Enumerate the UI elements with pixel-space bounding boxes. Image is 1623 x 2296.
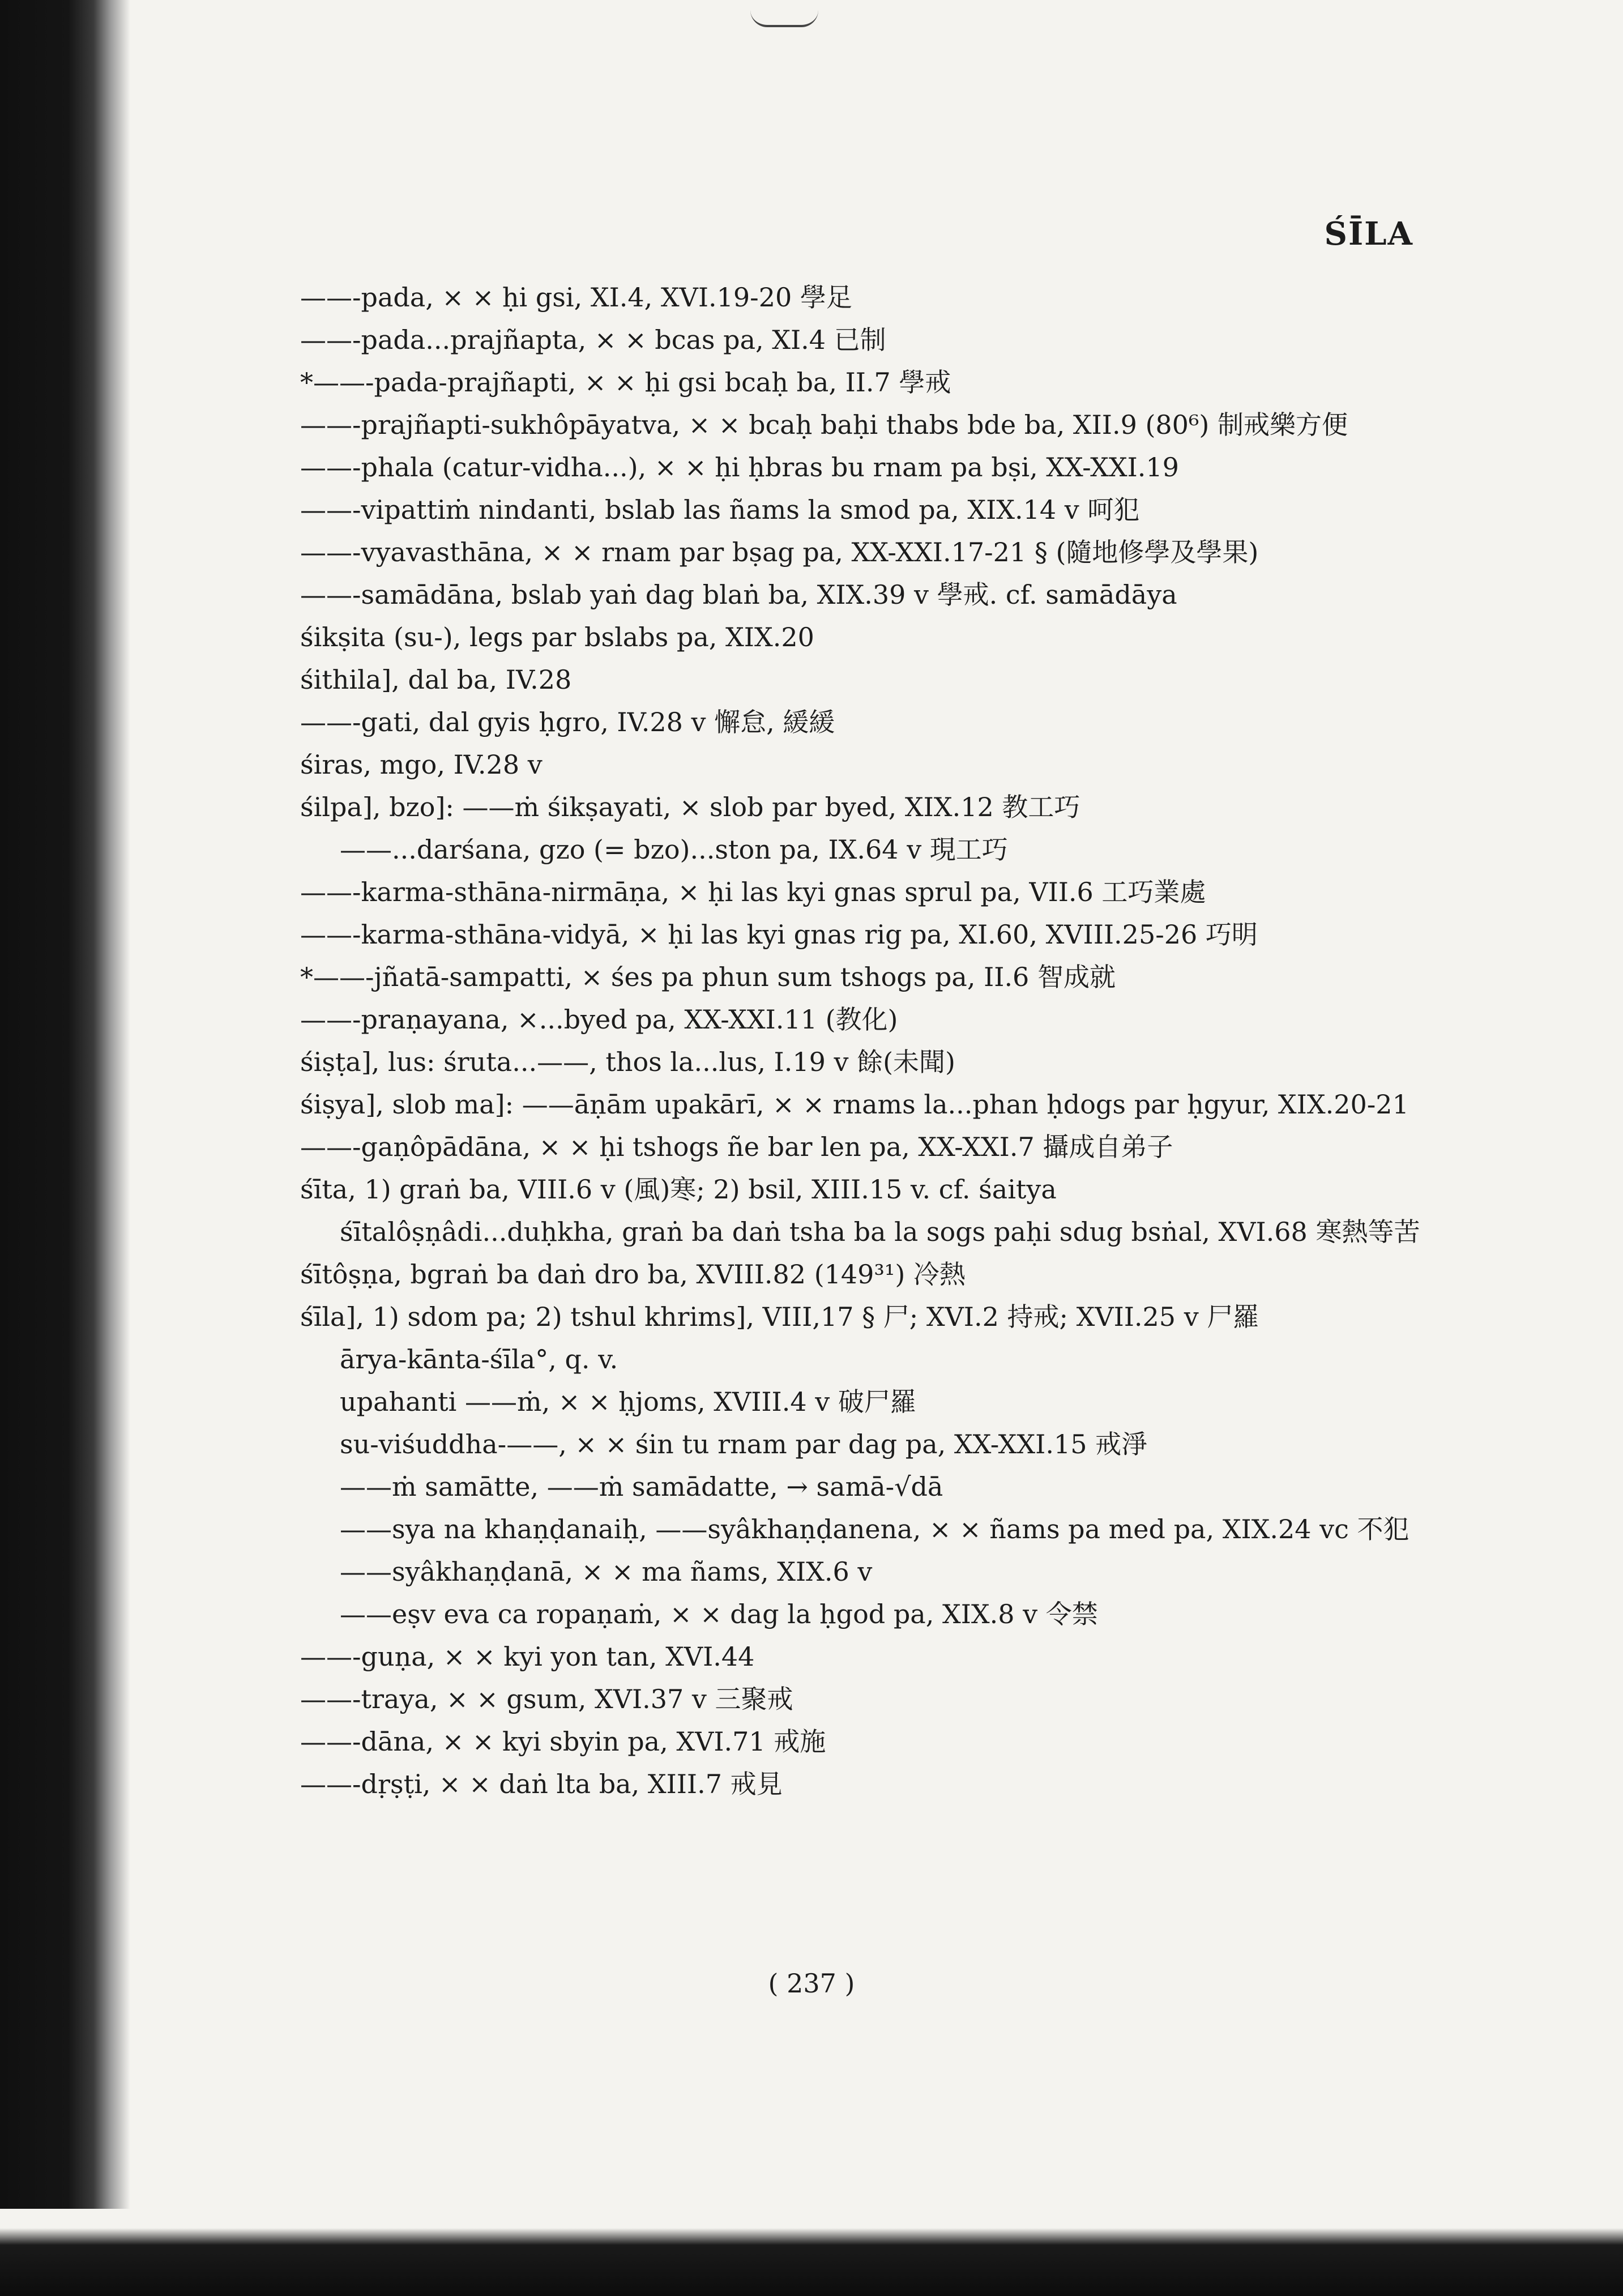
scan-bottom-edge xyxy=(0,2228,1623,2296)
dictionary-entry: śīta, 1) graṅ ba, VIII.6 v (風)寒; 2) bsil, XIII.15 v. cf. śaitya xyxy=(300,1174,1057,1205)
dictionary-entry: śikṣita (su-), legs par bslabs pa, XIX.20 xyxy=(300,622,814,652)
dictionary-entry: ——syâkhaṇḍanā, × × ma ñams, XIX.6 v xyxy=(340,1556,873,1587)
dictionary-entry: śilpa], bzo]: ——ṁ śikṣayati, × slob par byed, XIX.12 教工巧 xyxy=(300,792,1080,822)
dictionary-entry: ——-prajñapti-sukhôpāyatva, × × bcaḥ baḥi thabs bde ba, XII.9 (80⁶) 制戒樂方便 xyxy=(300,409,1348,440)
dictionary-entry: ——-phala (catur-vidha...), × × ḥi ḥbras bu rnam pa bṣi, XX-XXI.19 xyxy=(300,452,1179,483)
dictionary-entry: ——-karma-sthāna-nirmāṇa, × ḥi las kyi gnas sprul pa, VII.6 工巧業處 xyxy=(300,877,1206,907)
dictionary-entry: ——-vipattiṁ nindanti, bslab las ñams la smod pa, XIX.14 v 呵犯 xyxy=(300,494,1140,525)
dictionary-entry: *——-pada-prajñapti, × × ḥi gsi bcaḥ ba, II.7 學戒 xyxy=(300,367,951,398)
dictionary-entry: ——...darśana, gzo (= bzo)...ston pa, IX.64 v 現工巧 xyxy=(340,834,1008,865)
dictionary-entries xyxy=(300,276,1433,1806)
dictionary-entry: ——-pada, × × ḥi gsi, XI.4, XVI.19-20 學足 xyxy=(300,282,852,313)
dictionary-entry: ——sya na khaṇḍanaiḥ, ——syâkhaṇḍanena, × × ñams pa med pa, XIX.24 vc 不犯 xyxy=(340,1514,1410,1544)
dictionary-entry: ——-samādāna, bslab yaṅ dag blaṅ ba, XIX.39 v 學戒. cf. samādāya xyxy=(300,579,1177,610)
dictionary-entry: ——-pada...prajñapta, × × bcas pa, XI.4 已制 xyxy=(300,325,886,355)
dictionary-entry: ——-gati, dal gyis ḥgro, IV.28 v 懈怠, 緩緩 xyxy=(300,707,835,737)
dictionary-entry: ——-dṛṣṭi, × × daṅ lta ba, XIII.7 戒見 xyxy=(300,1769,783,1799)
dictionary-entry: *——-jñatā-sampatti, × śes pa phun sum tshogs pa, II.6 智成就 xyxy=(300,962,1116,992)
dictionary-entry: ārya-kānta-śīla°, q. v. xyxy=(340,1344,618,1375)
dictionary-entry: ——-dāna, × × kyi sbyin pa, XVI.71 戒施 xyxy=(300,1726,826,1757)
dictionary-entry: ——-guṇa, × × kyi yon tan, XVI.44 xyxy=(300,1641,755,1672)
scan-top-mark xyxy=(750,10,818,27)
dictionary-entry: śītalôṣṇâdi...duḥkha, graṅ ba daṅ tsha ba la sogs paḥi sdug bsṅal, XVI.68 寒熱等苦 xyxy=(340,1217,1420,1247)
dictionary-entry: śithila], dal ba, IV.28 xyxy=(300,664,572,695)
dictionary-entry: śīla], 1) sdom pa; 2) tshul khrims], VIII,17 § 尸; XVI.2 持戒; XVII.25 v 尸羅 xyxy=(300,1301,1259,1332)
dictionary-entry: ——-karma-sthāna-vidyā, × ḥi las kyi gnas rig pa, XI.60, XVIII.25-26 巧明 xyxy=(300,919,1258,950)
dictionary-entry: ——-traya, × × gsum, XVI.37 v 三聚戒 xyxy=(300,1684,793,1714)
page-number: ( 237 ) xyxy=(768,1968,855,1999)
dictionary-entry: su-viśuddha-——, × × śin tu rnam par dag pa, XX-XXI.15 戒淨 xyxy=(340,1429,1148,1459)
dictionary-entry: śiṣya], slob ma]: ——āṇām upakārī, × × rnams la...phan ḥdogs par ḥgyur, XIX.20-21 xyxy=(300,1089,1409,1120)
scan-binding-shadow xyxy=(0,0,130,2209)
dictionary-entry: ——eṣv eva ca ropaṇaṁ, × × dag la ḥgod pa, XIX.8 v 令禁 xyxy=(340,1599,1098,1629)
dictionary-entry: śiras, mgo, IV.28 v xyxy=(300,749,543,780)
dictionary-entry: ——-gaṇôpādāna, × × ḥi tshogs ñe bar len pa, XX-XXI.7 攝成自弟子 xyxy=(300,1132,1173,1162)
running-head: ŚĪLA xyxy=(1324,215,1413,253)
dictionary-entry: śītôṣṇa, bgraṅ ba daṅ dro ba, XVIII.82 (149³¹) 冷熱 xyxy=(300,1259,966,1290)
dictionary-entry: ——ṁ samātte, ——ṁ samādatte, → samā-√dā xyxy=(340,1471,943,1502)
dictionary-entry: śiṣṭa], lus: śruta...——, thos la...lus, I.19 v 餘(未聞) xyxy=(300,1047,956,1077)
dictionary-entry: upahanti ——ṁ, × × ḥjoms, XVIII.4 v 破尸羅 xyxy=(340,1386,916,1417)
dictionary-entry: ——-vyavasthāna, × × rnam par bṣag pa, XX-XXI.17-21 § (隨地修學及學果) xyxy=(300,537,1259,567)
dictionary-entry: ——-praṇayana, ×...byed pa, XX-XXI.11 (教化) xyxy=(300,1004,898,1035)
